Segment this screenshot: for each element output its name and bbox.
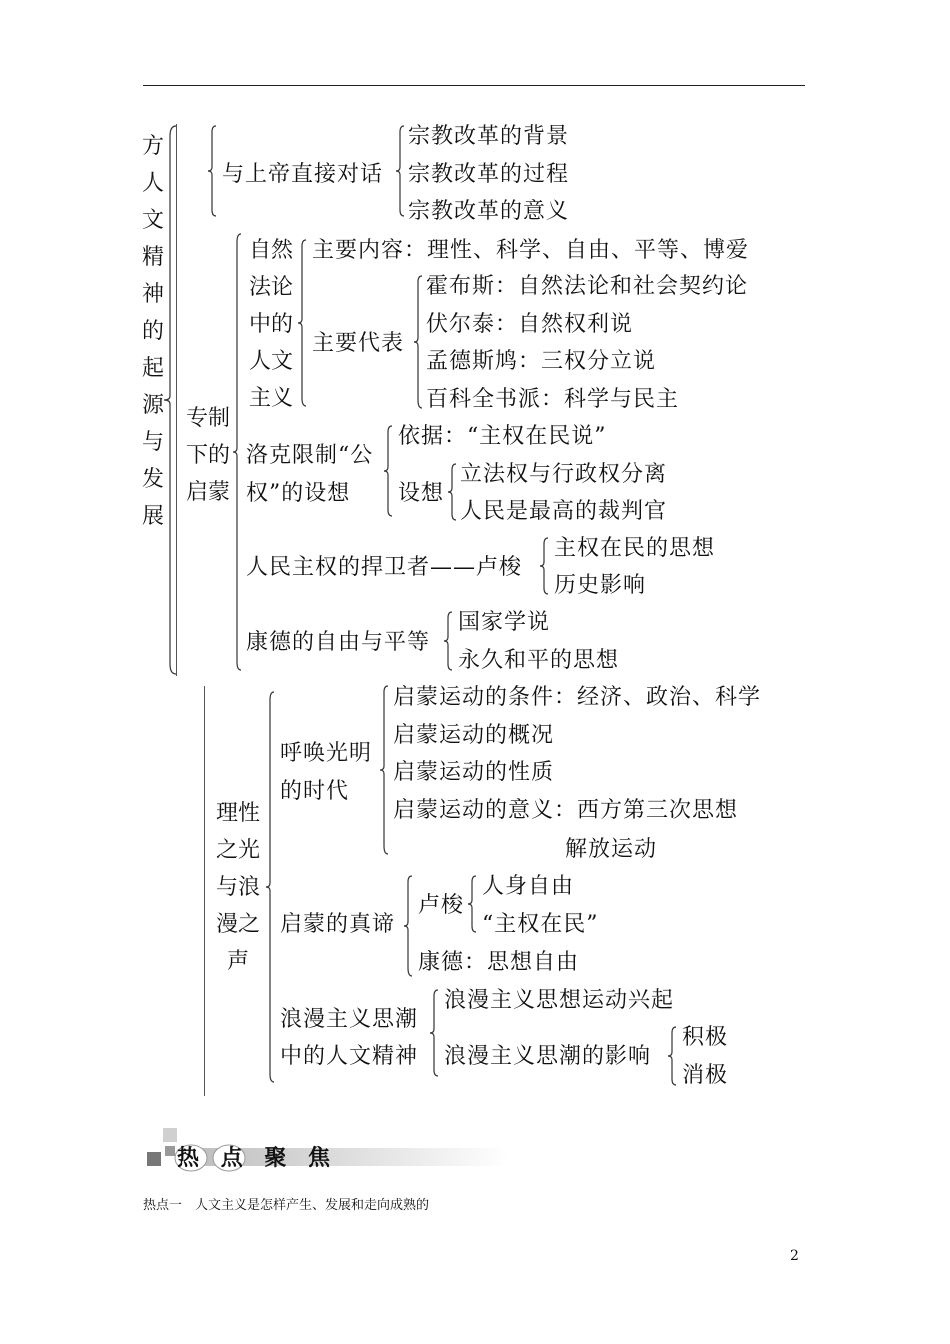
b3-romantic-brace: [428, 988, 442, 1078]
b3-effect-1: 消极: [682, 1063, 729, 1088]
page-number: 2: [790, 1248, 799, 1264]
b2-reps-brace: [412, 274, 426, 410]
b2-rep-2: 孟德斯鸠：三权分立说: [426, 349, 657, 374]
b3-call-item-2: 启蒙运动的性质: [393, 760, 555, 785]
b3-essence-brace: [402, 874, 416, 978]
b3-essence-label: 启蒙的真谛: [280, 912, 396, 937]
b2-rousseau-label: 人民主权的捍卫者——卢梭: [246, 555, 523, 580]
divider-line: [176, 124, 177, 676]
b3-call-brace: [378, 684, 392, 856]
b2-rep-1: 伏尔泰：自然权利说: [426, 312, 634, 337]
b2-brace: [231, 232, 245, 672]
top-rule: [143, 85, 805, 86]
b2-kant-label: 康德的自由与平等: [246, 630, 431, 655]
b2-label: 专制下的启蒙: [185, 406, 230, 505]
b1-items-brace: [394, 124, 408, 218]
b3-romantic-item-2: 浪漫主义思潮的影响: [444, 1044, 652, 1069]
hot-point-one: 热点一 人文主义是怎样产生、发展和走向成熟的: [143, 1198, 430, 1213]
b3-romantic-label-1: 浪漫主义思潮: [280, 1007, 419, 1032]
b3-essence-rousseau-item-1: “主权在民”: [482, 912, 599, 937]
b3-effect-0: 积极: [682, 1025, 729, 1050]
b2-kant-item-1: 永久和平的思想: [458, 648, 620, 673]
b2-rousseau-item-1: 历史影响: [554, 573, 647, 598]
b2-rep-3: 百科全书派：科学与民主: [426, 387, 680, 412]
b1-item-0: 宗教改革的背景: [408, 124, 570, 149]
b3-label: 理性之光与浪漫之声: [215, 801, 260, 974]
b2-nat-label: 自然法论中的人文主义: [248, 238, 293, 411]
b3-call-item-3: 启蒙运动的意义：西方第三次思想: [393, 798, 739, 823]
b2-locke-label-2: 权”的设想: [246, 481, 351, 506]
b2-locke-brace: [382, 424, 396, 518]
b2-nat-brace: [296, 238, 310, 408]
b3-essence-kant: 康德：思想自由: [418, 950, 580, 975]
hot-topic-title: 热 点 聚 焦: [177, 1146, 337, 1171]
b2-nat-content: 主要内容：理性、科学、自由、平等、博爱: [312, 238, 750, 263]
b2-kant-brace: [442, 610, 456, 672]
b3-call-item-3-cont: 解放运动: [565, 837, 658, 862]
b2-ideas-brace: [446, 462, 460, 522]
b2-idea-0: 立法权与行政权分离: [460, 462, 668, 487]
b2-rep-0: 霍布斯：自然法论和社会契约论: [426, 274, 749, 299]
hot-topic-banner: [143, 1124, 513, 1174]
b3-call-item-0: 启蒙运动的条件：经济、政治、科学: [393, 685, 762, 710]
b3-essence-rousseau-label: 卢梭: [418, 893, 465, 918]
b3-brace: [264, 690, 278, 1084]
b1-label: 与上帝直接对话: [222, 162, 384, 187]
b2-nat-reps-label: 主要代表: [312, 331, 405, 356]
b1-item-2: 宗教改革的意义: [408, 199, 570, 224]
b3-divider-line: [204, 686, 205, 1096]
b2-rousseau-item-0: 主权在民的思想: [554, 536, 716, 561]
b2-kant-item-0: 国家学说: [458, 610, 551, 635]
b3-essence-rousseau-brace: [466, 874, 480, 934]
b3-call-label-2: 的时代: [280, 779, 350, 804]
b3-call-label-1: 呼唤光明: [280, 741, 373, 766]
b3-call-item-1: 启蒙运动的概况: [393, 723, 555, 748]
b3-romantic-item-1: 浪漫主义思想运动兴起: [444, 988, 675, 1013]
b2-locke-idea-label: 设想: [398, 481, 445, 506]
b2-locke-basis: 依据：“主权在民说”: [398, 424, 607, 449]
b3-romantic-label-2: 中的人文精神: [280, 1044, 419, 1069]
b3-effects-brace: [666, 1025, 680, 1087]
b1-brace: [206, 124, 220, 218]
b2-idea-1: 人民是最高的裁判官: [460, 499, 668, 524]
b2-rousseau-brace: [538, 536, 552, 596]
b3-essence-rousseau-item-0: 人身自由: [482, 874, 575, 899]
b1-item-1: 宗教改革的过程: [408, 162, 570, 187]
left-vertical-title: 方人文精神的起源与发展: [141, 134, 164, 529]
b2-locke-label-1: 洛克限制“公: [246, 443, 374, 468]
